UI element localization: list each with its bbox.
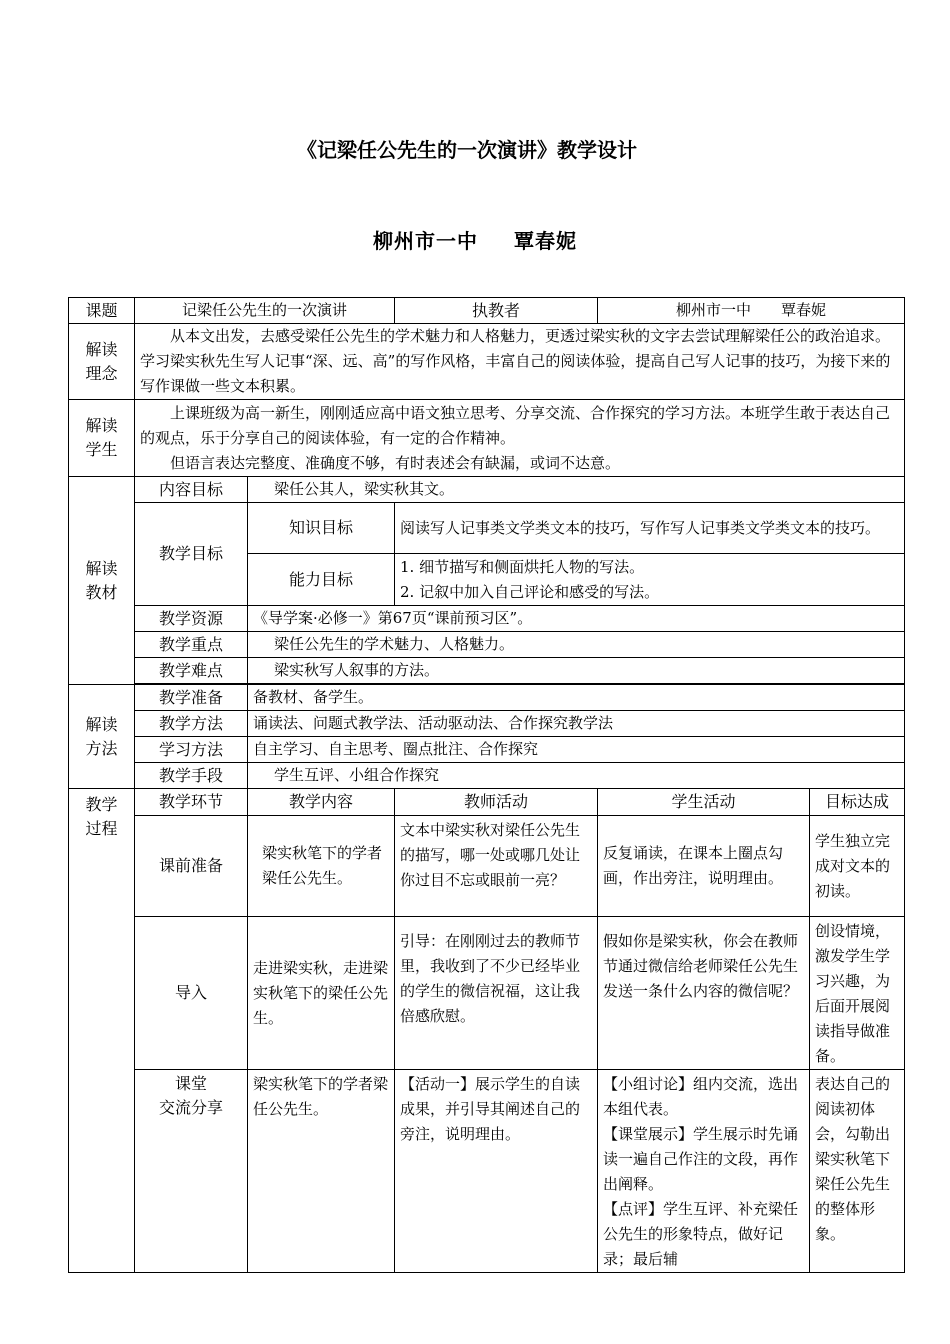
concept-text: 从本文出发，去感受梁任公先生的学术魅力和人格魅力，更透过梁实秋的文字去尝试理解梁任公的政治追求。学习梁实秋先生写人记事“深、远、高”的写作风格，丰富自己的阅读体验，提高自己写人记事的技巧，为接下来的写作课做一些文本积累。 bbox=[135, 324, 905, 400]
ability-label: 能力目标 bbox=[248, 554, 395, 606]
textbook-label: 解读 教材 bbox=[69, 477, 135, 685]
stage-cell: 课堂 交流分享 bbox=[135, 1070, 248, 1273]
author-line bbox=[0, 225, 950, 254]
author-name: 覃春妮 bbox=[514, 229, 577, 253]
students-row bbox=[69, 400, 905, 477]
content-goal-value: 梁任公其人，梁实秋其文。 bbox=[248, 477, 905, 503]
means-value: 学生互评、小组合作探究 bbox=[248, 763, 905, 789]
learn-method-value: 自主学习、自主思考、圈点批注、合作探究 bbox=[248, 737, 905, 763]
learn-method-label: 学习方法 bbox=[135, 737, 248, 763]
means-label: 教学手段 bbox=[135, 763, 248, 789]
teach-method-label: 教学方法 bbox=[135, 711, 248, 737]
means-row bbox=[69, 763, 905, 789]
difficulty-row bbox=[69, 658, 905, 684]
knowledge-label: 知识目标 bbox=[248, 503, 395, 554]
topic-label: 课题 bbox=[69, 298, 135, 324]
lesson-plan-table bbox=[68, 297, 905, 1273]
process-header-stage: 教学环节 bbox=[135, 789, 248, 816]
learn-method-row bbox=[69, 737, 905, 763]
prep-label: 教学准备 bbox=[135, 685, 248, 711]
key-row bbox=[69, 632, 905, 658]
content-goal-row bbox=[69, 477, 905, 503]
content-cell: 走进梁实秋，走进梁实秋笔下的梁任公先生。 bbox=[248, 917, 395, 1070]
process-header-row bbox=[69, 789, 905, 816]
key-label: 教学重点 bbox=[135, 632, 248, 658]
content-cell: 梁实秋笔下的学者梁任公先生。 bbox=[248, 816, 395, 917]
key-value: 梁任公先生的学术魅力、人格魅力。 bbox=[248, 632, 905, 658]
document-title: 《记梁任公先生的一次演讲》教学设计 bbox=[297, 138, 637, 162]
concept-row bbox=[69, 324, 905, 400]
methods-label: 解读 方法 bbox=[69, 685, 135, 789]
difficulty-value: 梁实秋写人叙事的方法。 bbox=[248, 658, 905, 684]
topic-row bbox=[69, 298, 905, 324]
stage-cell: 导入 bbox=[135, 917, 248, 1070]
teacher-cell: 【活动一】展示学生的自读成果，并引导其阐述自己的旁注，说明理由。 bbox=[395, 1070, 598, 1273]
student-item-2: 【课堂展示】学生展示时先诵读一遍自己作注的文段，再作出阐释。 bbox=[603, 1125, 799, 1193]
ability-item-2: 2. 记叙中加入自己评论和感受的写法。 bbox=[400, 582, 660, 601]
teacher-label: 执教者 bbox=[395, 298, 598, 324]
topic-value: 记梁任公先生的一次演讲 bbox=[135, 298, 395, 324]
prep-value: 备教材、备学生。 bbox=[248, 685, 905, 711]
student-cell bbox=[598, 1070, 810, 1273]
concept-label: 解读 理念 bbox=[69, 324, 135, 400]
difficulty-label: 教学难点 bbox=[135, 658, 248, 684]
student-item-3: 【点评】学生互评、补充梁任公先生的形象特点，做好记录；最后辅 bbox=[603, 1200, 799, 1268]
teach-method-row bbox=[69, 711, 905, 737]
teacher-cell: 文本中梁实秋对梁任公先生的描写，哪一处或哪几处让你过目不忘或眼前一亮？ bbox=[395, 816, 598, 917]
teacher-cell: 引导：在刚刚过去的教师节里，我收到了不少已经毕业的学生的微信祝福，这让我倍感欣慰。 bbox=[395, 917, 598, 1070]
knowledge-row bbox=[69, 503, 905, 554]
content-cell: 梁实秋笔下的学者梁任公先生。 bbox=[248, 1070, 395, 1273]
prep-row bbox=[69, 685, 905, 711]
table-row bbox=[69, 917, 905, 1070]
student-cell: 反复诵读，在课本上圈点勾画，作出旁注，说明理由。 bbox=[598, 816, 810, 917]
resources-row bbox=[69, 606, 905, 632]
table-row bbox=[69, 816, 905, 917]
ability-item-1: 1. 细节描写和侧面烘托人物的写法。 bbox=[400, 557, 645, 576]
process-header-content: 教学内容 bbox=[248, 789, 395, 816]
process-header-student: 学生活动 bbox=[598, 789, 810, 816]
stage-cell: 课前准备 bbox=[135, 816, 248, 917]
author-school: 柳州市一中 bbox=[373, 229, 478, 253]
ability-value bbox=[395, 554, 905, 606]
students-label: 解读 学生 bbox=[69, 400, 135, 477]
content-goal-label: 内容目标 bbox=[135, 477, 248, 503]
knowledge-value: 阅读写人记事类文学类文本的技巧，写作写人记事类文学类文本的技巧。 bbox=[395, 503, 905, 554]
goal-cell: 学生独立完成对文本的初读。 bbox=[810, 816, 905, 917]
students-text bbox=[135, 400, 905, 477]
students-para-1: 上课班级为高一新生，刚刚适应高中语文独立思考、分享交流、合作探究的学习方法。本班学生敢于表达自己的观点，乐于分享自己的阅读体验，有一定的合作精神。 bbox=[140, 403, 891, 447]
teacher-value: 柳州市一中 覃春妮 bbox=[598, 298, 905, 324]
process-header-teacher: 教师活动 bbox=[395, 789, 598, 816]
student-cell: 假如你是梁实秋，你会在教师节通过微信给老师梁任公先生发送一条什么内容的微信呢？ bbox=[598, 917, 810, 1070]
teaching-goal-label: 教学目标 bbox=[135, 503, 248, 606]
resources-value: 《导学案·必修一》第67页“课前预习区”。 bbox=[248, 606, 905, 632]
table-row bbox=[69, 1070, 905, 1273]
process-header-goal: 目标达成 bbox=[810, 789, 905, 816]
teach-method-value: 诵读法、问题式教学法、活动驱动法、合作探究教学法 bbox=[248, 711, 905, 737]
goal-cell: 表达自己的阅读初体会，勾勒出梁实秋笔下梁任公先生的整体形象。 bbox=[810, 1070, 905, 1273]
students-para-2: 但语言表达完整度、准确度不够，有时表述会有缺漏，或词不达意。 bbox=[170, 453, 621, 472]
student-item-1: 【小组讨论】组内交流，选出本组代表。 bbox=[603, 1075, 799, 1118]
goal-cell: 创设情境，激发学生学习兴趣，为后面开展阅读指导做准备。 bbox=[810, 917, 905, 1070]
process-label: 教学 过程 bbox=[69, 789, 135, 1273]
resources-label: 教学资源 bbox=[135, 606, 248, 632]
